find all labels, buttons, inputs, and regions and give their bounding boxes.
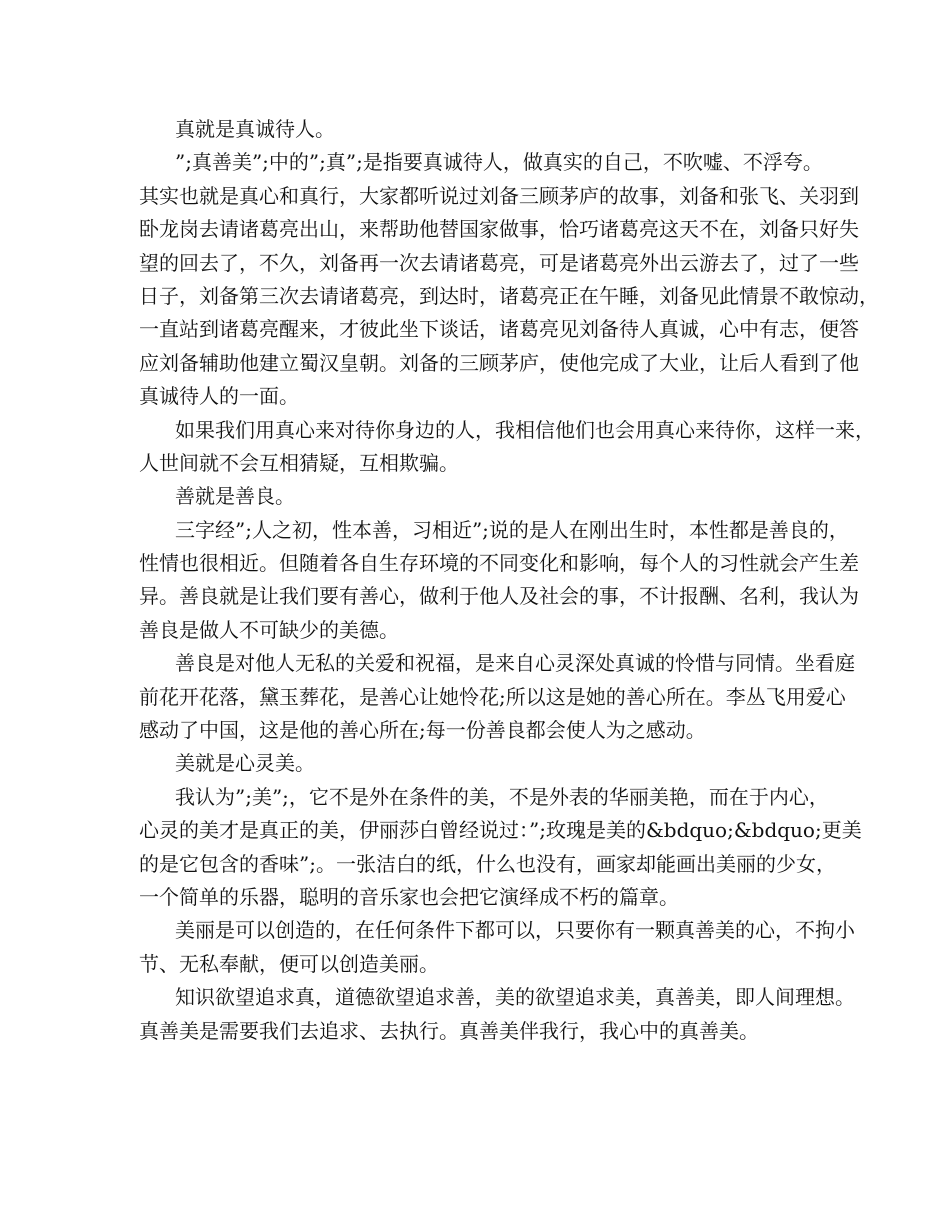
paragraph-line: 一个简单的乐器，聪明的音乐家也会把它演绎成不朽的篇章。 [139, 884, 679, 909]
paragraph-line: 善良是对他人无私的关爱和祝福，是来自心灵深处真诚的怜惜与同情。坐看庭 [175, 651, 855, 676]
paragraph-line: 如果我们用真心来对待你身边的人，我相信他们也会用真心来待你，这样一来， [175, 417, 875, 442]
paragraph-line: 心灵的美才是真正的美，伊丽莎白曾经说过：”;玫瑰是美的&bdquo;&bdquo;更美 [139, 818, 862, 843]
paragraph-line: 真善美是需要我们去追求、去执行。真善美伴我行，我心中的真善美。 [139, 1018, 759, 1043]
paragraph-line: 真诚待人的一面。 [139, 384, 299, 409]
paragraph-line: 其实也就是真心和真行，大家都听说过刘备三顾茅庐的故事，刘备和张飞、关羽到 [139, 183, 859, 208]
paragraph-line: 三字经”;人之初，性本善，习相近”;说的是人在刚出生时，本性都是善良的， [175, 517, 849, 542]
paragraph-line: 前花开花落，黛玉葬花，是善心让她怜花;所以这是她的善心所在。李丛飞用爱心 [139, 684, 846, 709]
paragraph-line: 一直站到诸葛亮醒来，才彼此坐下谈话，诸葛亮见刘备待人真诚，心中有志，便答 [139, 317, 859, 342]
paragraph-line: 美丽是可以创造的，在任何条件下都可以，只要你有一颗真善美的心，不拘小 [175, 918, 855, 943]
paragraph-line: 善就是善良。 [175, 484, 295, 509]
paragraph-line: 卧龙岗去请诸葛亮出山，来帮助他替国家做事，恰巧诸葛亮这天不在，刘备只好失 [139, 217, 859, 242]
paragraph-line: 性情也很相近。但随着各自生存环境的不同变化和影响，每个人的习性就会产生差 [139, 551, 859, 576]
paragraph-line: 日子，刘备第三次去请诸葛亮，到达时，诸葛亮正在午睡，刘备见此情景不敢惊动， [139, 283, 879, 308]
paragraph-line: 知识欲望追求真，道德欲望追求善，美的欲望追求美，真善美，即人间理想。 [175, 985, 855, 1010]
paragraph-line: 应刘备辅助他建立蜀汉皇朝。刘备的三顾茅庐，使他完成了大业，让后人看到了他 [139, 350, 859, 375]
paragraph-line: 感动了中国，这是他的善心所在;每一份善良都会使人为之感动。 [139, 718, 706, 743]
paragraph-line: 善良是做人不可缺少的美德。 [139, 617, 399, 642]
paragraph-line: 的是它包含的香味”;。一张洁白的纸，什么也没有，画家却能画出美丽的少女， [139, 851, 836, 876]
paragraph-line: 望的回去了，不久，刘备再一次去请诸葛亮，可是诸葛亮外出云游去了，过了一些 [139, 250, 859, 275]
paragraph-line: 美就是心灵美。 [175, 751, 315, 776]
paragraph-line: 节、无私奉献，便可以创造美丽。 [139, 951, 439, 976]
paragraph-line: 我认为”;美”;，它不是外在条件的美，不是外表的华丽美艳，而在于内心， [175, 784, 829, 809]
paragraph-line: 异。善良就是让我们要有善心，做利于他人及社会的事，不计报酬、名利，我认为 [139, 584, 859, 609]
paragraph-line: 人世间就不会互相猜疑，互相欺骗。 [139, 450, 459, 475]
paragraph-line: 真就是真诚待人。 [175, 117, 335, 141]
paragraph-line: ”;真善美”;中的”;真”;是指要真诚待人，做真实的自己，不吹嘘、不浮夸。 [175, 150, 823, 175]
document-body [139, 113, 879, 1048]
